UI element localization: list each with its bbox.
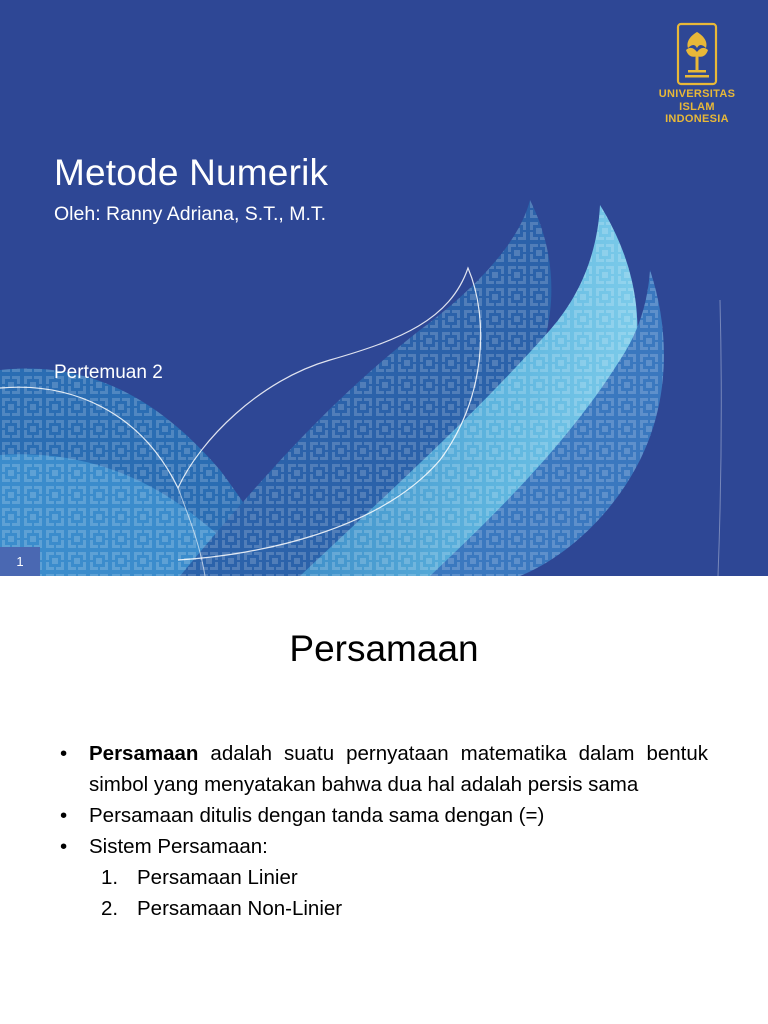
logo-line-3: INDONESIA (665, 113, 729, 125)
page-number: 1 (0, 547, 40, 576)
item-text: Persamaan Linier (137, 866, 298, 889)
item-text: Persamaan Non-Linier (137, 897, 343, 920)
logo-line-2: ISLAM (679, 100, 715, 113)
numbered-item (60, 893, 708, 924)
logo-line-1: UNIVERSITAS (658, 88, 736, 100)
bullet-item (60, 738, 708, 800)
bullet-text: Persamaan ditulis dengan tanda sama dengan (=) (89, 804, 545, 827)
content-slide (0, 576, 768, 1024)
presentation-title: Metode Numerik (54, 152, 329, 193)
bullet-text: adalah suatu pernyataan matematika dalam bentuk simbol yang menyatakan bahwa dua hal adalah persis sama (89, 742, 708, 796)
bullet-dot-icon: • (60, 835, 68, 858)
bullet-item (60, 800, 708, 831)
university-logo-text (650, 88, 744, 126)
bullet-dot-icon: • (60, 804, 68, 827)
slide-title: Persamaan (289, 628, 479, 669)
presentation-author: Oleh: Ranny Adriana, S.T., M.T. (54, 203, 327, 225)
bullet-text: Sistem Persamaan: (89, 835, 268, 858)
bullet-list (60, 738, 708, 924)
item-number: 2. (101, 897, 119, 920)
bullet-bold-term: Persamaan (89, 742, 199, 765)
numbered-item (60, 862, 708, 893)
bullet-item (60, 831, 708, 862)
meeting-label: Pertemuan 2 (54, 362, 163, 383)
item-number: 1. (101, 866, 119, 889)
bullet-dot-icon: • (60, 742, 68, 765)
